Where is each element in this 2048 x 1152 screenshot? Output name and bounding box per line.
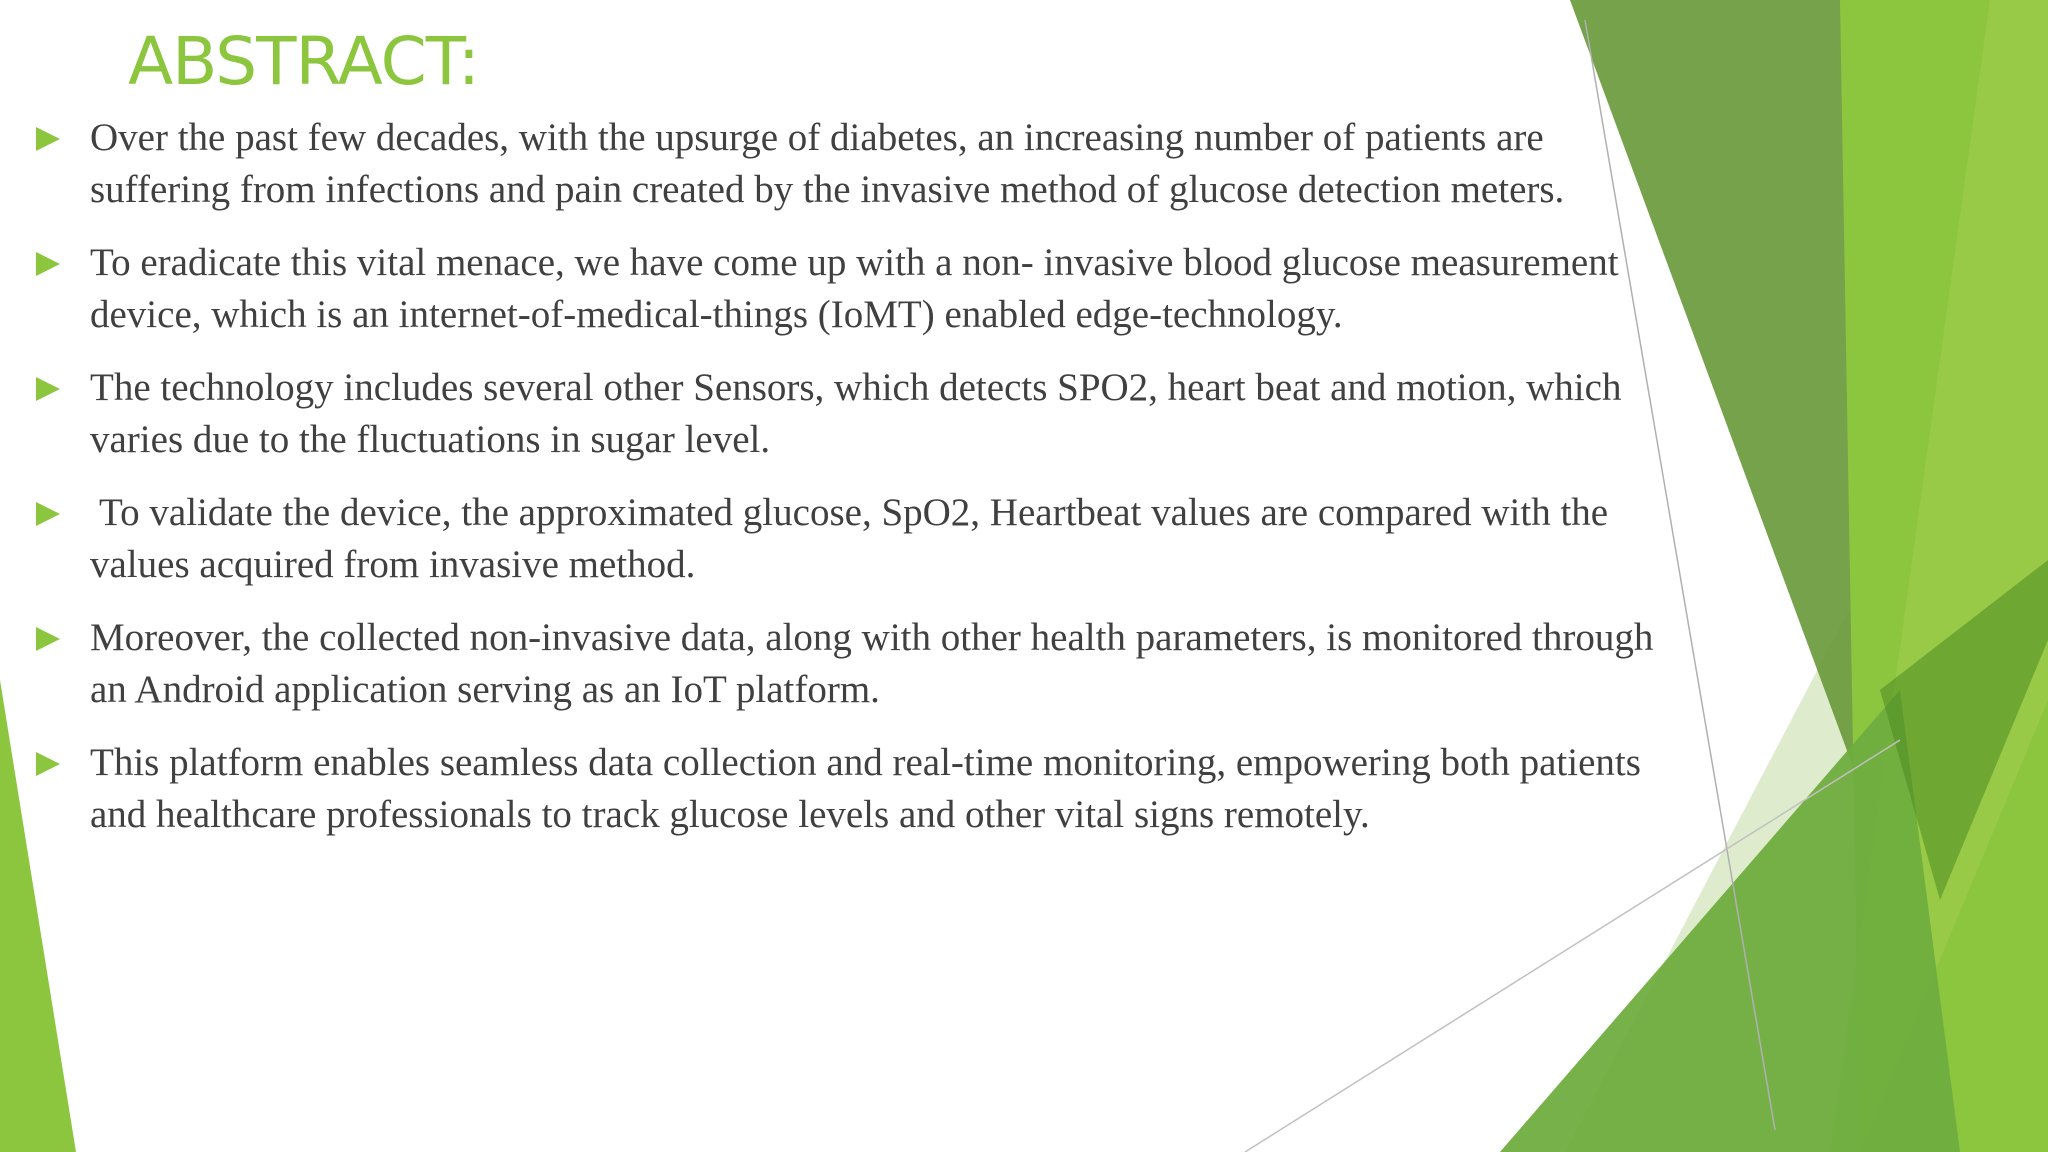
bullet-item bbox=[0, 112, 1870, 216]
bullet-item bbox=[0, 362, 1870, 466]
bullet-text-line: suffering from infections and pain created by the invasive method of glucose detection meters. bbox=[90, 168, 1565, 211]
bullet-text-line: an Android application serving as an IoT platform. bbox=[90, 668, 880, 711]
bullet-list bbox=[0, 112, 1870, 862]
triangle-right-icon bbox=[36, 252, 60, 276]
triangle-right-icon bbox=[36, 127, 60, 151]
triangle-right-icon bbox=[36, 502, 60, 526]
bullet-text-line: device, which is an internet-of-medical-things (IoMT) enabled edge-technology. bbox=[90, 293, 1343, 336]
bullet-text-line: Over the past few decades, with the upsurge of diabetes, an increasing number of patients are bbox=[90, 116, 1544, 159]
bullet-text-line: values acquired from invasive method. bbox=[90, 543, 696, 586]
bullet-text-line: The technology includes several other Sensors, which detects SPO2, heart beat and motion, which bbox=[90, 366, 1622, 409]
bullet-item bbox=[0, 237, 1870, 341]
bullet-item bbox=[0, 487, 1870, 591]
triangle-right-icon bbox=[36, 377, 60, 401]
triangle-right-icon bbox=[36, 627, 60, 651]
bullet-item bbox=[0, 737, 1870, 841]
slide-title: ABSTRACT: bbox=[128, 23, 480, 100]
bullet-text-line: and healthcare professionals to track glucose levels and other vital signs remotely. bbox=[90, 793, 1370, 836]
bullet-text-line: This platform enables seamless data collection and real-time monitoring, empowering both patients bbox=[90, 741, 1641, 784]
bullet-text-line: varies due to the fluctuations in sugar level. bbox=[90, 418, 771, 461]
bullet-text-line: To eradicate this vital menace, we have come up with a non- invasive blood glucose measurement bbox=[90, 241, 1619, 284]
bullet-item bbox=[0, 612, 1870, 716]
bullet-text-line: To validate the device, the approximated glucose, SpO2, Heartbeat values are compared with the bbox=[90, 491, 1609, 534]
triangle-right-icon bbox=[36, 752, 60, 776]
bullet-text-line: Moreover, the collected non-invasive data, along with other health parameters, is monitored through bbox=[90, 616, 1654, 659]
